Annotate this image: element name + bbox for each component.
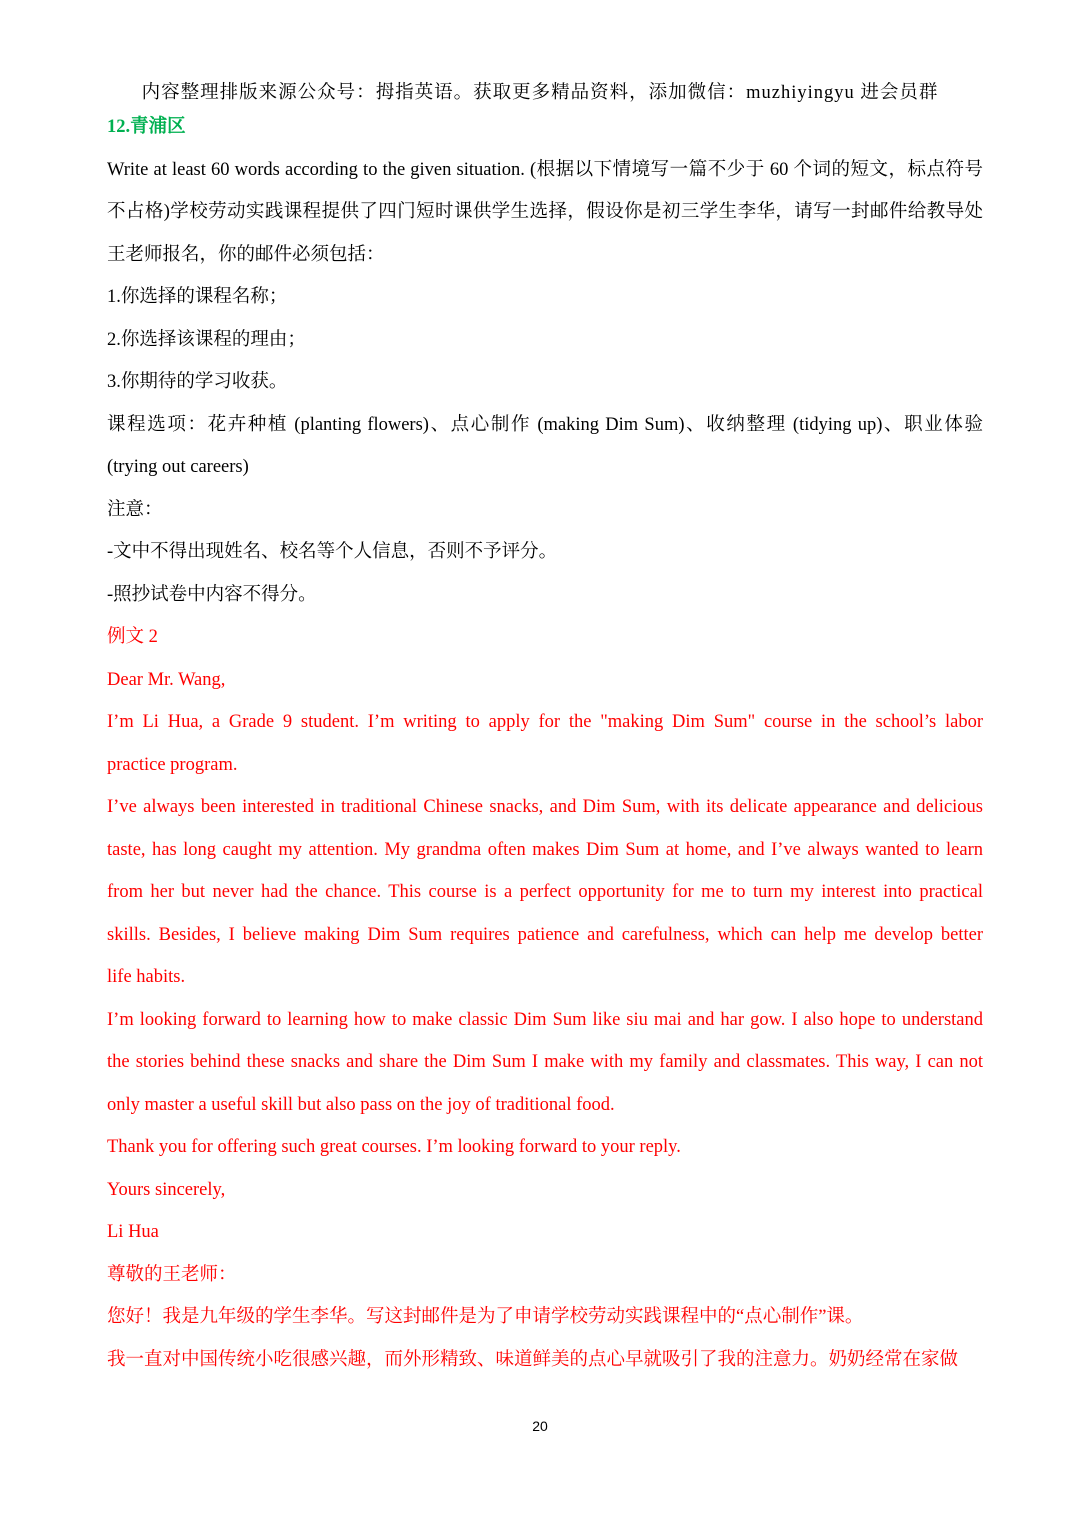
letter-signature: Li Hua [107,1222,159,1242]
page-number: 20 [532,1418,548,1434]
note-item: -照抄试卷中内容不得分。 [107,584,317,605]
prompt-line: Write at least 60 words according to the given situation. (根据以下情境写一篇不少于 60 个词的短文，标点符号 [107,159,983,180]
letter-paragraph-2-line: skills. Besides, I believe making Dim Sum requires patience and carefulness, which can help me develop better [107,924,983,945]
letter-paragraph-2-line: from her but never had the chance. This course is a perfect opportunity for me to turn my interest into practical [107,882,983,902]
document-body [107,106,983,1381]
section-title: 12.青浦区 [107,117,186,137]
course-options-line: (trying out careers) [107,457,249,477]
letter-paragraph-2-line: taste, has long caught my attention. My grandma often makes Dim Sum at home, and I’ve always wanted to learn [107,839,983,860]
sample-title: 例文 2 [107,627,158,647]
requirement-item: 3.你期待的学习收获。 [107,372,288,392]
letter-closing: Yours sincerely, [107,1179,226,1200]
page-header: 内容整理排版来源公众号：拇指英语。获取更多精品资料，添加微信：muzhiyingyu 进会员群 [141,83,939,103]
translation-line: 您好！我是九年级的学生李华。写这封邮件是为了申请学校劳动实践课程中的“点心制作”课。 [107,1307,864,1327]
letter-paragraph-3-line: only master a useful skill but also pass on the joy of traditional food. [107,1094,615,1115]
course-options-line: 课程选项：花卉种植 (planting flowers)、点心制作 (making Dim Sum)、收纳整理 (tidying up)、职业体验 [107,414,983,435]
letter-thanks: Thank you for offering such great courses. I’m looking forward to your reply. [107,1137,681,1157]
note-item: -文中不得出现姓名、校名等个人信息，否则不予评分。 [107,542,558,562]
translation-greeting: 尊敬的王老师： [107,1264,237,1285]
letter-paragraph-2-line: life habits. [107,967,186,987]
requirement-item: 1.你选择的课程名称； [107,287,288,307]
requirement-item: 2.你选择该课程的理由； [107,329,306,350]
translation-line: 我一直对中国传统小吃很感兴趣，而外形精致、味道鲜美的点心早就吸引了我的注意力。奶奶经常在家做 [107,1349,959,1370]
letter-paragraph-1-line: I’m Li Hua, a Grade 9 student. I’m writing to apply for the "making Dim Sum" course in the school’s labor [107,712,983,732]
letter-paragraph-3-line: the stories behind these snacks and share the Dim Sum I make with my family and classmates. This way, I can not [107,1052,983,1072]
letter-greeting: Dear Mr. Wang, [107,669,226,690]
notes-title: 注意： [107,499,163,520]
letter-paragraph-2-line: I’ve always been interested in traditional Chinese snacks, and Dim Sum, with its delicate appearance and delicious [107,797,983,817]
prompt-line: 王老师报名，你的邮件必须包括： [107,244,385,265]
prompt-line: 不占格)学校劳动实践课程提供了四门短时课供学生选择，假设你是初三学生李华，请写一封邮件给教导处 [107,202,983,222]
letter-paragraph-1-line: practice program. [107,754,238,775]
letter-paragraph-3-line: I’m looking forward to learning how to make classic Dim Sum like siu mai and har gow. I also hope to understand [107,1009,983,1030]
